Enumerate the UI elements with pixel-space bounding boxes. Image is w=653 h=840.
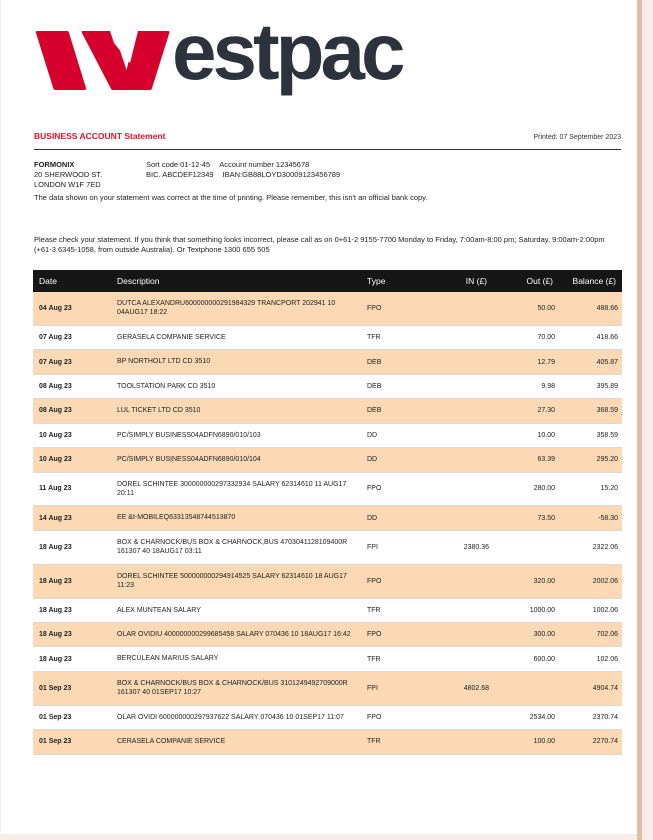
transaction-date: 08 Aug 23 bbox=[33, 399, 111, 423]
transaction-in-amount: 2380.36 bbox=[413, 530, 493, 564]
page-title: BUSINESS ACCOUNT Statement bbox=[34, 131, 166, 141]
sort-code-and-account: Sort code 01-12-45 Account number 12345678 bbox=[146, 160, 310, 169]
transaction-in-amount bbox=[413, 350, 493, 374]
table-row bbox=[33, 506, 622, 530]
transaction-out-amount: 73.50 bbox=[493, 506, 559, 530]
transaction-out-amount: 9.98 bbox=[493, 374, 559, 398]
col-header-date: Date bbox=[33, 270, 111, 292]
transaction-balance: 2270.74 bbox=[559, 730, 622, 754]
transaction-description: PC/SIMPLY BUSINESS04ADFN6890/010/103 bbox=[111, 423, 361, 447]
transaction-type: TFR bbox=[361, 647, 413, 671]
transaction-balance: 418.66 bbox=[559, 325, 622, 349]
transaction-date: 10 Aug 23 bbox=[33, 448, 111, 472]
account-holder-address bbox=[34, 160, 102, 190]
transaction-in-amount bbox=[413, 623, 493, 647]
transaction-out-amount: 63.39 bbox=[493, 448, 559, 472]
transaction-balance: 2322.06 bbox=[559, 530, 622, 564]
transaction-out-amount: 12.79 bbox=[493, 350, 559, 374]
table-row bbox=[33, 350, 622, 374]
table-row bbox=[33, 448, 622, 472]
transaction-in-amount bbox=[413, 399, 493, 423]
transaction-type: FPO bbox=[361, 292, 413, 325]
transaction-in-amount bbox=[413, 423, 493, 447]
transaction-date: 18 Aug 23 bbox=[33, 647, 111, 671]
transaction-out-amount: 100.00 bbox=[493, 730, 559, 754]
transaction-description: DOREL SCHINTEE 500000000294914525 SALARY 62314610 18 AUG17 11:23 bbox=[111, 564, 361, 598]
transaction-out-amount: 70.00 bbox=[493, 325, 559, 349]
transaction-date: 07 Aug 23 bbox=[33, 325, 111, 349]
address-line: 20 SHERWOOD ST. bbox=[34, 170, 103, 180]
transaction-description: OLAR OVIDI 600000000297937622 SALARY 070436 10 01SEP17 11:07 bbox=[111, 705, 361, 729]
transaction-out-amount: 300.00 bbox=[493, 623, 559, 647]
transaction-out-amount bbox=[493, 530, 559, 564]
transaction-type: DEB bbox=[361, 374, 413, 398]
table-row bbox=[33, 598, 622, 622]
transaction-balance: 488.66 bbox=[559, 292, 622, 325]
table-row bbox=[33, 564, 622, 598]
transaction-description: GERASELA COMPANIE SERVICE bbox=[111, 325, 361, 349]
transaction-balance: 368.59 bbox=[559, 399, 622, 423]
transaction-in-amount bbox=[413, 564, 493, 598]
transaction-out-amount: 50.00 bbox=[493, 292, 559, 325]
transaction-date: 18 Aug 23 bbox=[33, 564, 111, 598]
transaction-description: BOX & CHARNOCK/BUS BOX & CHARNOCK,BUS 4703041128109400R 161307 40 18AUG17 03:11 bbox=[111, 530, 361, 564]
header-divider bbox=[34, 149, 621, 150]
table-row bbox=[33, 730, 622, 754]
transaction-in-amount bbox=[413, 472, 493, 506]
bic-and-iban: BIC. ABCDEF12349 IBAN:GB88LOYD30009123456789 bbox=[146, 170, 341, 180]
transaction-date: 18 Aug 23 bbox=[33, 530, 111, 564]
transaction-type: FPI bbox=[361, 530, 413, 564]
table-row bbox=[33, 705, 622, 729]
transaction-out-amount: 2534.00 bbox=[493, 705, 559, 729]
table-row bbox=[33, 399, 622, 423]
transaction-description: LUL TICKET LTD CD 3510 bbox=[111, 399, 361, 423]
transaction-description: BERCULEAN MARIUS SALARY bbox=[111, 647, 361, 671]
transaction-in-amount bbox=[413, 448, 493, 472]
transaction-description: DOREL SCHINTEE 300000000297332934 SALARY 62314610 11 AUG17 20:11 bbox=[111, 472, 361, 506]
col-header-type: Type bbox=[361, 270, 413, 292]
table-header-row bbox=[33, 270, 622, 292]
transaction-in-amount bbox=[413, 598, 493, 622]
table-row bbox=[33, 647, 622, 671]
table-row bbox=[33, 671, 622, 705]
transaction-type: FPI bbox=[361, 671, 413, 705]
transactions-body bbox=[33, 292, 622, 754]
transaction-date: 07 Aug 23 bbox=[33, 350, 111, 374]
transaction-type: DEB bbox=[361, 399, 413, 423]
address-line: LONDON W1F 7ED bbox=[34, 180, 101, 190]
transaction-description: TOOLSTATION PARK CD 3510 bbox=[111, 374, 361, 398]
westpac-w-icon bbox=[34, 28, 174, 94]
col-header-out: Out (£) bbox=[493, 270, 559, 292]
transaction-out-amount: 280.00 bbox=[493, 472, 559, 506]
transaction-in-amount bbox=[413, 374, 493, 398]
transaction-type: DEB bbox=[361, 350, 413, 374]
table-row bbox=[33, 325, 622, 349]
transaction-balance: 102.06 bbox=[559, 647, 622, 671]
transaction-in-amount bbox=[413, 292, 493, 325]
transaction-out-amount: 27.30 bbox=[493, 399, 559, 423]
table-row bbox=[33, 292, 622, 325]
table-row bbox=[33, 423, 622, 447]
transaction-in-amount bbox=[413, 647, 493, 671]
transaction-date: 08 Aug 23 bbox=[33, 374, 111, 398]
page-edge-strip bbox=[637, 0, 642, 840]
transaction-in-amount bbox=[413, 325, 493, 349]
transaction-type: FPO bbox=[361, 705, 413, 729]
table-row bbox=[33, 374, 622, 398]
transaction-date: 01 Sep 23 bbox=[33, 671, 111, 705]
col-header-in: IN (£) bbox=[413, 270, 493, 292]
transaction-description: ALEX MUNTEAN SALARY bbox=[111, 598, 361, 622]
statement-page bbox=[1, 0, 637, 834]
transaction-date: 18 Aug 23 bbox=[33, 623, 111, 647]
col-header-balance: Balance (£) bbox=[559, 270, 622, 292]
transaction-date: 11 Aug 23 bbox=[33, 472, 111, 506]
transaction-type: FPO bbox=[361, 472, 413, 506]
transaction-date: 10 Aug 23 bbox=[33, 423, 111, 447]
disclaimer-text: The data shown on your statement was correct at the time of printing. Please remember, this isn't an official bank copy. bbox=[34, 193, 428, 202]
transaction-type: TFR bbox=[361, 325, 413, 349]
transaction-balance: 1002.06 bbox=[559, 598, 622, 622]
statement-header bbox=[34, 131, 621, 141]
transaction-date: 01 Sep 23 bbox=[33, 730, 111, 754]
transaction-out-amount: 10.00 bbox=[493, 423, 559, 447]
transaction-date: 14 Aug 23 bbox=[33, 506, 111, 530]
transactions-table bbox=[33, 270, 622, 755]
transaction-description: OLAR OVIDIU 400000000299685458 SALARY 070436 10 18AUG17 16:42 bbox=[111, 623, 361, 647]
transaction-description: PC/SIMPLY BUSINESS04ADFN6890/010/104 bbox=[111, 448, 361, 472]
transaction-type: DD bbox=[361, 506, 413, 530]
transaction-in-amount bbox=[413, 730, 493, 754]
transaction-type: FPO bbox=[361, 564, 413, 598]
transaction-date: 01 Sep 23 bbox=[33, 705, 111, 729]
transaction-balance: 405.87 bbox=[559, 350, 622, 374]
table-row bbox=[33, 530, 622, 564]
transaction-balance: 395.89 bbox=[559, 374, 622, 398]
transaction-in-amount bbox=[413, 506, 493, 530]
transaction-balance: 4904.74 bbox=[559, 671, 622, 705]
transaction-balance: -58.30 bbox=[559, 506, 622, 530]
transaction-description: EE &t-MOBILEQ63313548744513870 bbox=[111, 506, 361, 530]
transaction-type: DD bbox=[361, 448, 413, 472]
transaction-out-amount: 320.00 bbox=[493, 564, 559, 598]
transaction-balance: 15.20 bbox=[559, 472, 622, 506]
transaction-balance: 295.20 bbox=[559, 448, 622, 472]
transaction-in-amount: 4802.68 bbox=[413, 671, 493, 705]
transaction-type: FPO bbox=[361, 623, 413, 647]
transaction-balance: 2002.06 bbox=[559, 564, 622, 598]
table-row bbox=[33, 472, 622, 506]
transaction-description: CERASELA COMPANIE SERVICE bbox=[111, 730, 361, 754]
transaction-date: 18 Aug 23 bbox=[33, 598, 111, 622]
transaction-type: TFR bbox=[361, 730, 413, 754]
transaction-type: DD bbox=[361, 423, 413, 447]
transaction-balance: 358.59 bbox=[559, 423, 622, 447]
wordmark: estpac bbox=[172, 7, 402, 96]
account-holder-name: FORMONIX bbox=[34, 160, 75, 169]
check-statement-notice: Please check your statement. If you think that something looks incorrect, please call as on 0+61-2 9155-7700 Monday to Friday, 7:00am-8:00 pm; Saturday, 9:00am-2:00pm (+61-3 6345-1058, from outside Australia). Or Textphone 1300 655 505 bbox=[34, 235, 605, 255]
table-row bbox=[33, 623, 622, 647]
transaction-in-amount bbox=[413, 705, 493, 729]
account-details bbox=[146, 160, 340, 180]
transaction-description: BP NORTHOLT LTD CD 3510 bbox=[111, 350, 361, 374]
transaction-type: TFR bbox=[361, 598, 413, 622]
transaction-description: BOX & CHARNOCK/BUS BOX & CHARNOCK/BUS 3101249492709000R 161307 40 01SEP17 10:27 bbox=[111, 671, 361, 705]
transaction-date: 04 Aug 23 bbox=[33, 292, 111, 325]
transaction-out-amount bbox=[493, 671, 559, 705]
transaction-out-amount: 1000.00 bbox=[493, 598, 559, 622]
transaction-description: DUTCA ALEXANDRU600000000291984329 TRANCPORT 202941 10 04AUG17 18:22 bbox=[111, 292, 361, 325]
printed-date: Printed: 07 September 2023 bbox=[533, 134, 621, 141]
col-header-description: Description bbox=[111, 270, 361, 292]
transaction-out-amount: 600.00 bbox=[493, 647, 559, 671]
transaction-balance: 702.06 bbox=[559, 623, 622, 647]
transaction-balance: 2370.74 bbox=[559, 705, 622, 729]
